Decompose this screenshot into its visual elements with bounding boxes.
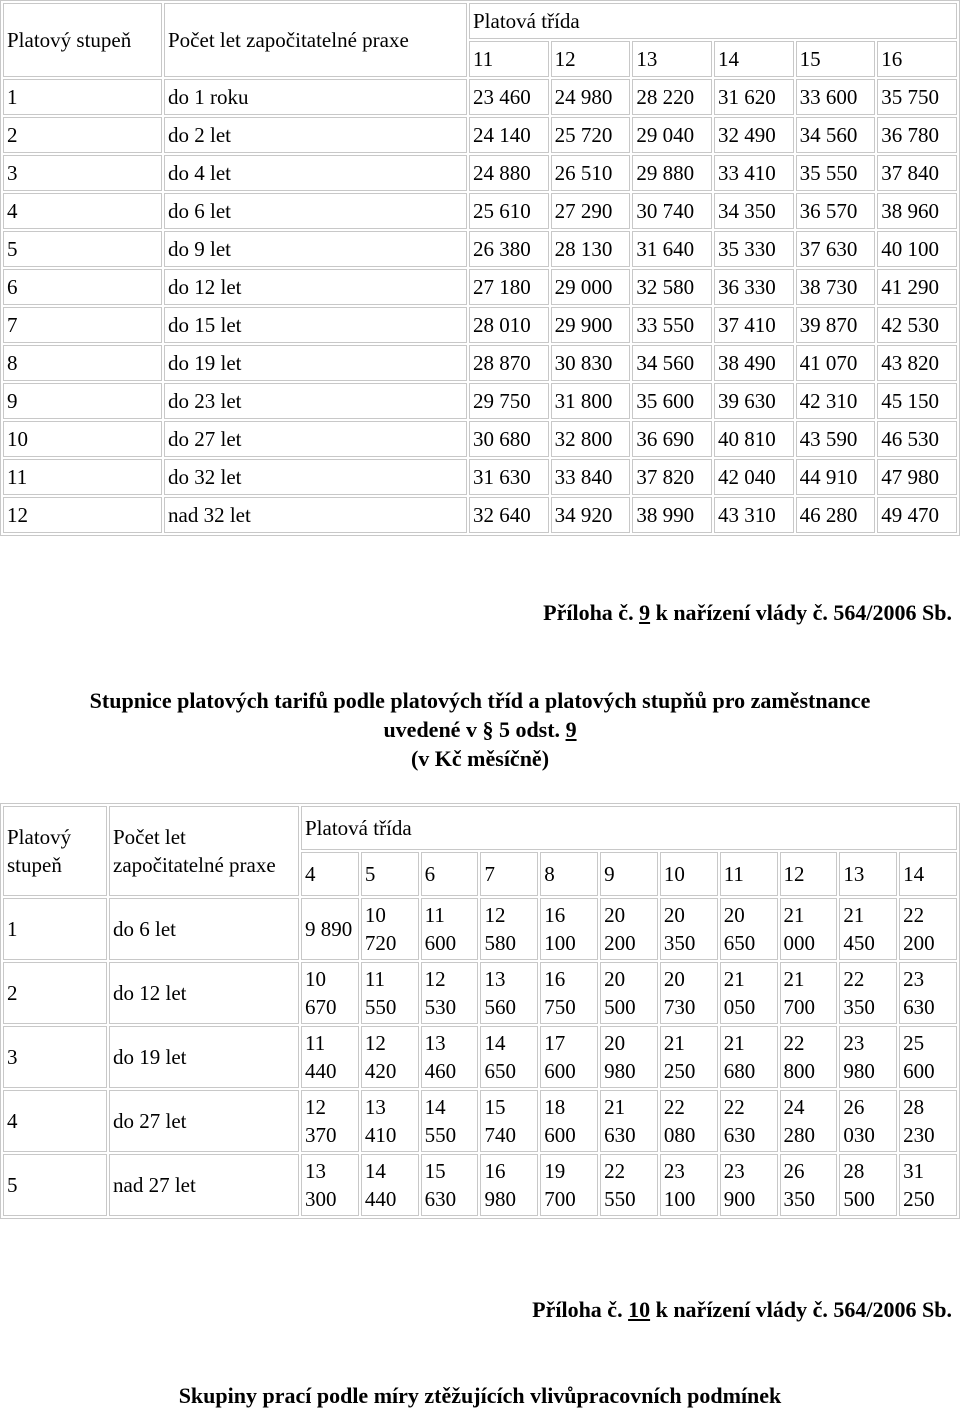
salary-cell: 21 680 <box>720 1026 778 1088</box>
years-cell: do 9 let <box>164 231 467 267</box>
salary-cell: 29 000 <box>551 269 631 305</box>
salary-cell: 28 010 <box>469 307 549 343</box>
salary-cell: 26 350 <box>780 1154 838 1216</box>
header-years: Počet let započitatelné praxe <box>164 3 467 77</box>
salary-cell: 21 250 <box>660 1026 718 1088</box>
salary-cell: 37 630 <box>796 231 876 267</box>
class-cell: 11 <box>720 852 778 896</box>
salary-cell: 22 350 <box>839 962 897 1024</box>
title-line-3: (v Kč měsíčně) <box>410 746 550 771</box>
salary-cell: 26 030 <box>839 1090 897 1152</box>
table-row <box>3 1090 957 1152</box>
salary-cell: 25 610 <box>469 193 549 229</box>
salary-cell: 40 100 <box>877 231 957 267</box>
annex-9-link[interactable]: 9 <box>639 600 651 625</box>
years-cell: do 4 let <box>164 155 467 191</box>
table-row <box>3 497 957 533</box>
salary-cell: 37 820 <box>632 459 712 495</box>
years-cell: nad 32 let <box>164 497 467 533</box>
years-cell: do 12 let <box>109 962 299 1024</box>
salary-cell: 29 880 <box>632 155 712 191</box>
grade-cell: 5 <box>3 231 162 267</box>
salary-cell: 47 980 <box>877 459 957 495</box>
salary-cell: 38 990 <box>632 497 712 533</box>
class-cell: 14 <box>714 41 794 77</box>
salary-cell: 14 440 <box>361 1154 419 1216</box>
salary-cell: 26 510 <box>551 155 631 191</box>
annex-9-heading <box>543 600 952 626</box>
salary-cell: 33 550 <box>632 307 712 343</box>
class-cell: 6 <box>421 852 479 896</box>
grade-cell: 12 <box>3 497 162 533</box>
table-row <box>3 231 957 267</box>
salary-cell: 49 470 <box>877 497 957 533</box>
table-2-title <box>0 686 960 773</box>
salary-cell: 33 410 <box>714 155 794 191</box>
salary-cell: 22 550 <box>600 1154 658 1216</box>
class-cell: 8 <box>540 852 598 896</box>
salary-cell: 39 870 <box>796 307 876 343</box>
header-grade: Platový stupeň <box>3 3 162 77</box>
salary-cell: 36 570 <box>796 193 876 229</box>
salary-cell: 42 040 <box>714 459 794 495</box>
salary-table-1 <box>0 0 960 536</box>
salary-cell: 42 530 <box>877 307 957 343</box>
salary-cell: 11 440 <box>301 1026 359 1088</box>
class-cell: 14 <box>899 852 957 896</box>
salary-cell: 41 290 <box>877 269 957 305</box>
salary-table-2 <box>0 803 960 1219</box>
salary-cell: 35 600 <box>632 383 712 419</box>
years-cell: do 19 let <box>164 345 467 381</box>
salary-cell: 20 200 <box>600 898 658 960</box>
grade-cell: 7 <box>3 307 162 343</box>
class-cell: 15 <box>796 41 876 77</box>
salary-cell: 32 490 <box>714 117 794 153</box>
grade-cell: 6 <box>3 269 162 305</box>
salary-cell: 20 500 <box>600 962 658 1024</box>
class-cell: 11 <box>469 41 549 77</box>
salary-cell: 42 310 <box>796 383 876 419</box>
table-row <box>3 193 957 229</box>
class-cell: 12 <box>551 41 631 77</box>
salary-cell: 13 300 <box>301 1154 359 1216</box>
years-cell: do 2 let <box>164 117 467 153</box>
grade-cell: 2 <box>3 962 107 1024</box>
salary-cell: 36 330 <box>714 269 794 305</box>
grade-cell: 5 <box>3 1154 107 1216</box>
table-row <box>3 962 957 1024</box>
years-cell: do 6 let <box>164 193 467 229</box>
salary-cell: 28 870 <box>469 345 549 381</box>
salary-cell: 29 750 <box>469 383 549 419</box>
salary-cell: 13 560 <box>480 962 538 1024</box>
annex-10-heading <box>532 1297 952 1323</box>
salary-cell: 30 830 <box>551 345 631 381</box>
salary-cell: 15 740 <box>480 1090 538 1152</box>
table-row <box>3 345 957 381</box>
salary-cell: 32 640 <box>469 497 549 533</box>
salary-cell: 23 460 <box>469 79 549 115</box>
salary-cell: 44 910 <box>796 459 876 495</box>
salary-cell: 10 720 <box>361 898 419 960</box>
years-cell: nad 27 let <box>109 1154 299 1216</box>
salary-cell: 38 960 <box>877 193 957 229</box>
salary-cell: 25 720 <box>551 117 631 153</box>
annex-10-prefix: Příloha č. <box>532 1297 629 1322</box>
class-cell: 10 <box>660 852 718 896</box>
salary-cell: 22 630 <box>720 1090 778 1152</box>
class-cell: 9 <box>600 852 658 896</box>
salary-cell: 16 980 <box>480 1154 538 1216</box>
salary-cell: 11 600 <box>421 898 479 960</box>
salary-cell: 25 600 <box>899 1026 957 1088</box>
table-row <box>3 383 957 419</box>
salary-cell: 28 130 <box>551 231 631 267</box>
salary-cell: 40 810 <box>714 421 794 457</box>
salary-cell: 12 370 <box>301 1090 359 1152</box>
title-line-2 <box>0 715 960 744</box>
salary-cell: 38 730 <box>796 269 876 305</box>
header-grade: Platový stupeň <box>3 806 107 896</box>
class-cell: 16 <box>877 41 957 77</box>
salary-cell: 24 280 <box>780 1090 838 1152</box>
salary-cell: 16 750 <box>540 962 598 1024</box>
salary-cell: 24 140 <box>469 117 549 153</box>
salary-cell: 35 750 <box>877 79 957 115</box>
salary-cell: 9 890 <box>301 898 359 960</box>
salary-cell: 23 980 <box>839 1026 897 1088</box>
salary-cell: 20 650 <box>720 898 778 960</box>
class-cell: 12 <box>780 852 838 896</box>
table-header-row <box>3 806 957 850</box>
table-row <box>3 898 957 960</box>
grade-cell: 3 <box>3 155 162 191</box>
salary-cell: 15 630 <box>421 1154 479 1216</box>
salary-cell: 31 630 <box>469 459 549 495</box>
salary-cell: 28 500 <box>839 1154 897 1216</box>
years-cell: do 6 let <box>109 898 299 960</box>
salary-cell: 33 840 <box>551 459 631 495</box>
class-cell: 4 <box>301 852 359 896</box>
table-header-row <box>3 3 957 39</box>
salary-cell: 13 410 <box>361 1090 419 1152</box>
salary-cell: 20 980 <box>600 1026 658 1088</box>
salary-cell: 39 630 <box>714 383 794 419</box>
salary-table-1-body <box>3 3 957 533</box>
salary-cell: 38 490 <box>714 345 794 381</box>
salary-cell: 31 800 <box>551 383 631 419</box>
salary-cell: 31 620 <box>714 79 794 115</box>
salary-cell: 37 410 <box>714 307 794 343</box>
grade-cell: 10 <box>3 421 162 457</box>
table-row <box>3 421 957 457</box>
salary-cell: 41 070 <box>796 345 876 381</box>
salary-cell: 34 560 <box>796 117 876 153</box>
salary-cell: 13 460 <box>421 1026 479 1088</box>
years-cell: do 12 let <box>164 269 467 305</box>
salary-cell: 37 840 <box>877 155 957 191</box>
salary-cell: 19 700 <box>540 1154 598 1216</box>
salary-cell: 24 880 <box>469 155 549 191</box>
salary-cell: 46 530 <box>877 421 957 457</box>
salary-cell: 23 100 <box>660 1154 718 1216</box>
salary-cell: 36 690 <box>632 421 712 457</box>
salary-cell: 34 920 <box>551 497 631 533</box>
annex-9-prefix: Příloha č. <box>543 600 640 625</box>
table-row <box>3 1154 957 1216</box>
salary-cell: 30 740 <box>632 193 712 229</box>
title-line-1: Stupnice platových tarifů podle platových tříd a platových stupňů pro zaměstnance <box>89 688 871 713</box>
header-years: Počet let započitatelné praxe <box>109 806 299 896</box>
section-link[interactable]: 9 <box>565 717 577 742</box>
annex-9-suffix: k nařízení vlády č. 564/2006 Sb. <box>650 600 952 625</box>
salary-cell: 29 040 <box>632 117 712 153</box>
salary-cell: 34 350 <box>714 193 794 229</box>
class-cell: 13 <box>632 41 712 77</box>
salary-cell: 23 900 <box>720 1154 778 1216</box>
header-class: Platová třída <box>301 806 957 850</box>
grade-cell: 3 <box>3 1026 107 1088</box>
grade-cell: 4 <box>3 193 162 229</box>
salary-table-2-body <box>3 806 957 1216</box>
table-row <box>3 117 957 153</box>
years-cell: do 23 let <box>164 383 467 419</box>
salary-cell: 22 800 <box>780 1026 838 1088</box>
salary-cell: 43 820 <box>877 345 957 381</box>
salary-cell: 45 150 <box>877 383 957 419</box>
table-row <box>3 155 957 191</box>
grade-cell: 1 <box>3 79 162 115</box>
years-cell: do 32 let <box>164 459 467 495</box>
salary-cell: 29 900 <box>551 307 631 343</box>
grade-cell: 8 <box>3 345 162 381</box>
salary-cell: 10 670 <box>301 962 359 1024</box>
salary-cell: 31 640 <box>632 231 712 267</box>
class-cell: 13 <box>839 852 897 896</box>
header-class: Platová třída <box>469 3 957 39</box>
salary-cell: 11 550 <box>361 962 419 1024</box>
salary-cell: 33 600 <box>796 79 876 115</box>
salary-cell: 46 280 <box>796 497 876 533</box>
salary-cell: 36 780 <box>877 117 957 153</box>
title-line-2-text: uvedené v § 5 odst. <box>383 717 566 742</box>
salary-cell: 12 420 <box>361 1026 419 1088</box>
salary-cell: 24 980 <box>551 79 631 115</box>
years-cell: do 15 let <box>164 307 467 343</box>
salary-cell: 43 590 <box>796 421 876 457</box>
table-row <box>3 79 957 115</box>
years-cell: do 19 let <box>109 1026 299 1088</box>
salary-cell: 28 220 <box>632 79 712 115</box>
salary-cell: 16 100 <box>540 898 598 960</box>
salary-cell: 28 230 <box>899 1090 957 1152</box>
class-cell: 5 <box>361 852 419 896</box>
salary-cell: 34 560 <box>632 345 712 381</box>
table-row <box>3 459 957 495</box>
salary-cell: 32 800 <box>551 421 631 457</box>
grade-cell: 9 <box>3 383 162 419</box>
salary-cell: 14 650 <box>480 1026 538 1088</box>
salary-cell: 20 350 <box>660 898 718 960</box>
salary-cell: 35 330 <box>714 231 794 267</box>
table-row <box>3 307 957 343</box>
salary-cell: 31 250 <box>899 1154 957 1216</box>
salary-cell: 20 730 <box>660 962 718 1024</box>
class-cell: 7 <box>480 852 538 896</box>
table-row <box>3 1026 957 1088</box>
grade-cell: 2 <box>3 117 162 153</box>
salary-cell: 21 630 <box>600 1090 658 1152</box>
salary-cell: 21 450 <box>839 898 897 960</box>
annex-10-link[interactable]: 10 <box>628 1297 651 1322</box>
years-cell: do 27 let <box>109 1090 299 1152</box>
annex-10-suffix: k nařízení vlády č. 564/2006 Sb. <box>650 1297 952 1322</box>
salary-cell: 22 200 <box>899 898 957 960</box>
salary-cell: 12 530 <box>421 962 479 1024</box>
salary-cell: 21 050 <box>720 962 778 1024</box>
years-cell: do 1 roku <box>164 79 467 115</box>
years-cell: do 27 let <box>164 421 467 457</box>
salary-cell: 21 700 <box>780 962 838 1024</box>
salary-cell: 26 380 <box>469 231 549 267</box>
salary-cell: 32 580 <box>632 269 712 305</box>
grade-cell: 1 <box>3 898 107 960</box>
salary-cell: 21 000 <box>780 898 838 960</box>
salary-cell: 12 580 <box>480 898 538 960</box>
salary-cell: 35 550 <box>796 155 876 191</box>
salary-cell: 14 550 <box>421 1090 479 1152</box>
grade-cell: 11 <box>3 459 162 495</box>
salary-cell: 30 680 <box>469 421 549 457</box>
table-3-title: Skupiny prací podle míry ztěžujících vlivůpracovních podmínek <box>178 1383 782 1408</box>
grade-cell: 4 <box>3 1090 107 1152</box>
salary-cell: 27 180 <box>469 269 549 305</box>
salary-cell: 22 080 <box>660 1090 718 1152</box>
salary-cell: 23 630 <box>899 962 957 1024</box>
salary-cell: 18 600 <box>540 1090 598 1152</box>
salary-cell: 27 290 <box>551 193 631 229</box>
salary-cell: 43 310 <box>714 497 794 533</box>
salary-cell: 17 600 <box>540 1026 598 1088</box>
table-row <box>3 269 957 305</box>
